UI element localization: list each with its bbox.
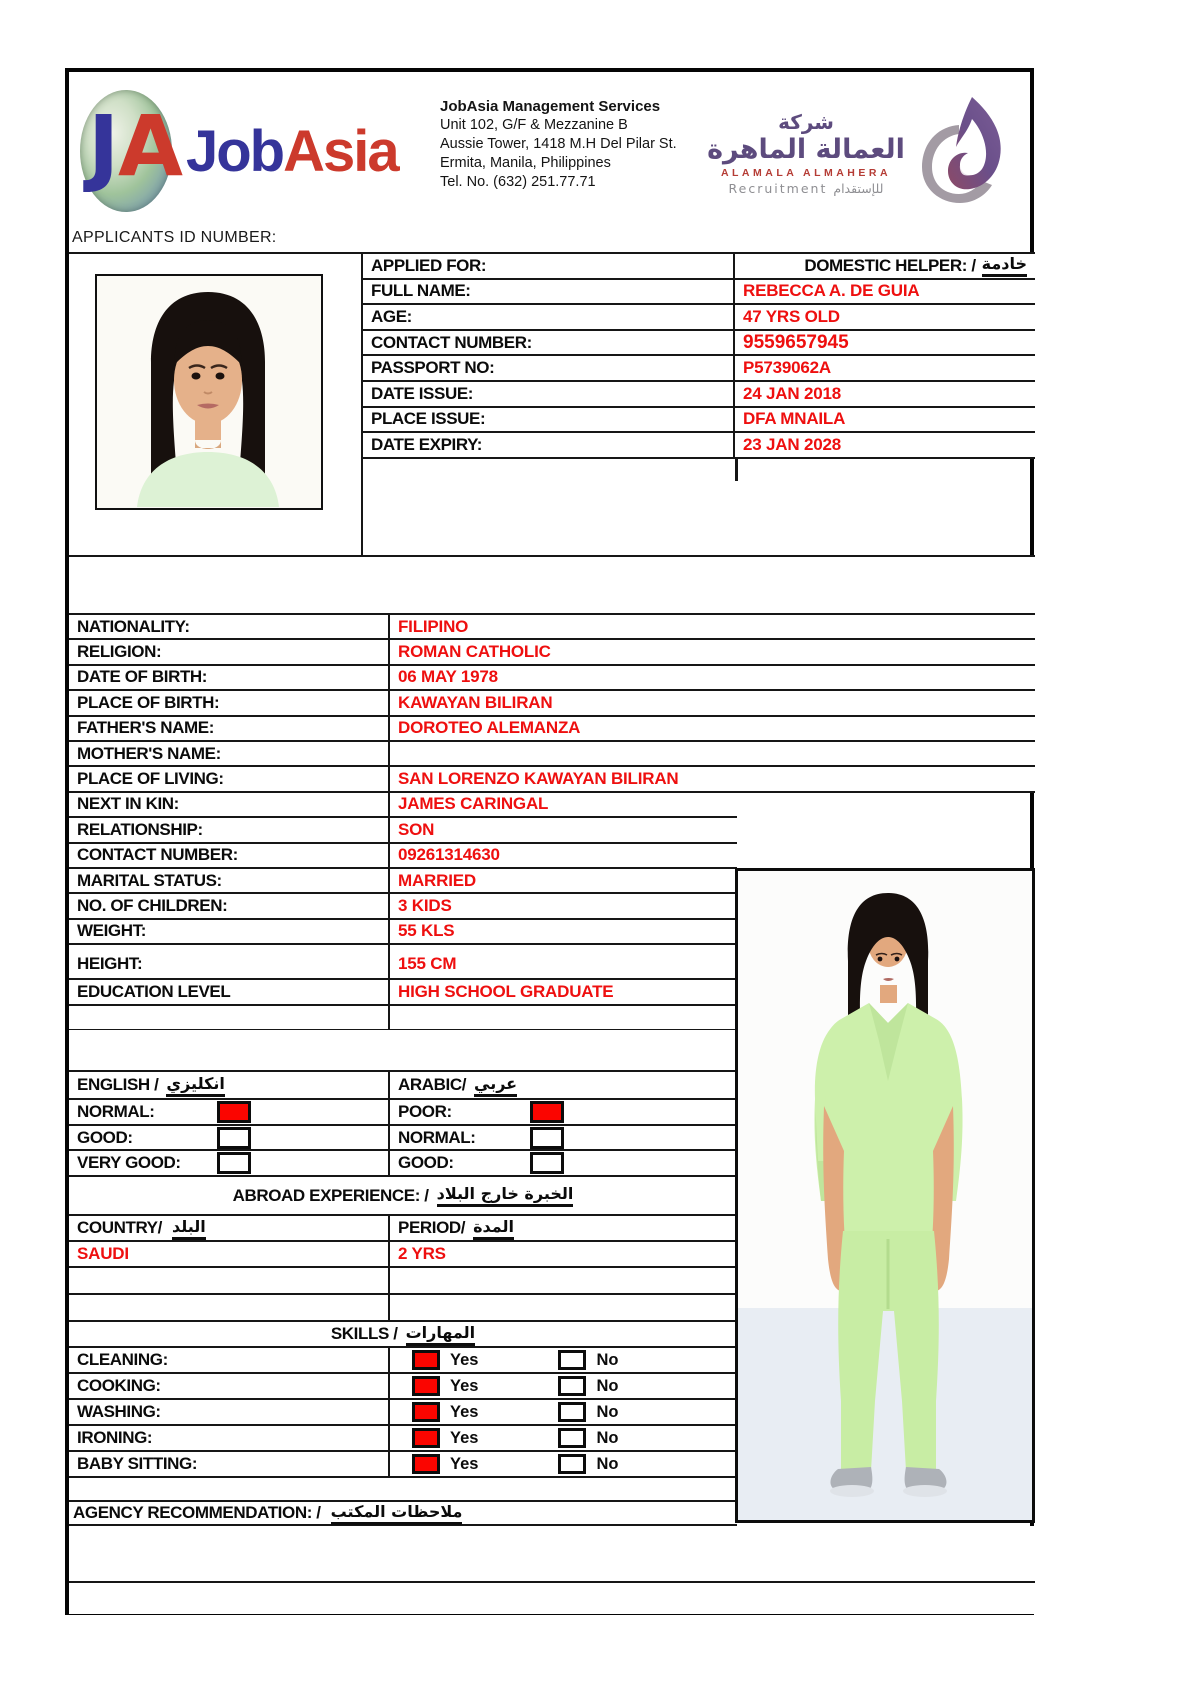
field-label: MOTHER'S NAME: xyxy=(77,743,221,763)
baby-sitting-no-checkbox[interactable] xyxy=(558,1454,586,1474)
table-divider-stub xyxy=(735,457,738,481)
english-level-label: GOOD: xyxy=(77,1127,133,1147)
arabic-normal-checkbox[interactable] xyxy=(530,1127,564,1149)
company-info-block xyxy=(440,97,710,192)
agency-recommendation-label-arabic: ملاحظات المكتب xyxy=(331,1502,463,1525)
field-label: PLACE OF BIRTH: xyxy=(77,692,220,712)
wordmark-job: Job xyxy=(186,118,284,184)
table-row xyxy=(363,382,1035,408)
table-row xyxy=(363,408,1035,434)
table-row xyxy=(69,869,735,894)
field-value: FILIPINO xyxy=(398,616,469,636)
skill-row xyxy=(69,1348,737,1374)
abroad-experience-title: ABROAD EXPERIENCE: / xyxy=(232,1185,429,1205)
company-address-line-2: Aussie Tower, 1418 M.H Del Pilar St. xyxy=(440,136,677,152)
empty-spacer-row xyxy=(69,1478,737,1500)
arabic-label-arabic: عربي xyxy=(474,1074,517,1097)
company-address-line-1: Unit 102, G/F & Mezzanine B xyxy=(440,117,628,133)
country-value: SAUDI xyxy=(77,1244,129,1264)
emblem-icon xyxy=(912,95,1006,211)
top-info-table xyxy=(363,252,1035,459)
table-row xyxy=(69,640,1035,665)
company-name: JobAsia Management Services xyxy=(440,98,661,115)
applicant-full-body-photo xyxy=(738,871,1032,1520)
english-very-good-checkbox[interactable] xyxy=(217,1152,251,1174)
english-level-label: VERY GOOD: xyxy=(77,1153,181,1173)
applicant-portrait-photo xyxy=(97,276,320,507)
table-row xyxy=(69,615,1035,640)
field-label: PLACE ISSUE: xyxy=(371,409,486,429)
table-row xyxy=(69,793,737,818)
language-level-row xyxy=(69,1151,737,1177)
field-value: HIGH SCHOOL GRADUATE xyxy=(398,982,614,1002)
arabic-brand-sharika: شركة xyxy=(778,109,834,134)
field-label: DATE OF BIRTH: xyxy=(77,667,208,687)
english-good-checkbox[interactable] xyxy=(217,1127,251,1149)
empty-row xyxy=(69,1006,735,1031)
arabic-level-label: NORMAL: xyxy=(398,1127,476,1147)
cleaning-no-checkbox[interactable] xyxy=(558,1350,586,1370)
field-label: NO. OF CHILDREN: xyxy=(77,895,228,915)
bottom-rows xyxy=(69,1526,1035,1614)
portrait-photo-cell xyxy=(69,252,363,555)
cleaning-yes-checkbox[interactable] xyxy=(412,1350,440,1370)
recruitment-word: Recruitment xyxy=(728,180,828,196)
company-address-line-3: Ermita, Manila, Philippines xyxy=(440,155,611,171)
empty-row xyxy=(69,1295,737,1322)
field-value: DFA MNAILA xyxy=(743,409,846,429)
applied-for-value-arabic: خادمة xyxy=(982,254,1027,277)
cooking-yes-checkbox[interactable] xyxy=(412,1376,440,1396)
logo-monogram-j: J xyxy=(88,97,120,195)
applied-for-value: DOMESTIC HELPER: / xyxy=(804,255,976,275)
arabic-level-label: GOOD: xyxy=(398,1153,454,1173)
jobasia-wordmark xyxy=(186,118,398,185)
field-value: MARRIED xyxy=(398,870,476,890)
ironing-no-checkbox[interactable] xyxy=(558,1428,586,1448)
wordmark-asia: Asia xyxy=(283,118,398,184)
field-value: REBECCA A. DE GUIA xyxy=(743,281,920,301)
arabic-good-checkbox[interactable] xyxy=(530,1152,564,1174)
empty-row xyxy=(69,1526,1035,1583)
table-row xyxy=(69,844,737,869)
ironing-yes-checkbox[interactable] xyxy=(412,1428,440,1448)
english-label: ENGLISH / xyxy=(77,1075,159,1095)
arabic-poor-checkbox[interactable] xyxy=(530,1101,564,1123)
no-label: No xyxy=(596,1428,619,1447)
empty-row xyxy=(69,1268,737,1295)
period-label-arabic: المدة xyxy=(473,1217,514,1240)
field-label: DATE ISSUE: xyxy=(371,383,474,403)
table-row xyxy=(363,331,1035,357)
table-row xyxy=(363,280,1035,306)
cooking-no-checkbox[interactable] xyxy=(558,1376,586,1396)
language-level-row xyxy=(69,1126,737,1151)
field-label: PLACE OF LIVING: xyxy=(77,769,224,789)
english-level-label: NORMAL: xyxy=(77,1102,155,1122)
table-row xyxy=(363,433,1035,459)
field-label: MARITAL STATUS: xyxy=(77,870,222,890)
field-value: 23 JAN 2028 xyxy=(743,434,841,454)
table-row xyxy=(69,767,1035,792)
field-value: ROMAN CATHOLIC xyxy=(398,642,551,662)
english-normal-checkbox[interactable] xyxy=(217,1101,251,1123)
full-body-photo-cell xyxy=(735,868,1035,1523)
skill-label: IRONING: xyxy=(77,1428,153,1448)
field-label: PASSPORT NO: xyxy=(371,358,495,378)
arabic-label: ARABIC/ xyxy=(398,1075,467,1095)
yes-label: Yes xyxy=(450,1428,479,1447)
table-row xyxy=(69,920,735,945)
table-row xyxy=(69,691,1035,716)
table-row xyxy=(69,742,1035,767)
field-value: SON xyxy=(398,819,435,839)
arabic-brand-text xyxy=(700,110,912,197)
globe-icon xyxy=(80,90,184,212)
abroad-entry-row xyxy=(69,1242,737,1268)
field-value: 3 KIDS xyxy=(398,895,452,915)
washing-yes-checkbox[interactable] xyxy=(412,1402,440,1422)
middle-sections xyxy=(69,1030,737,1526)
abroad-columns-row xyxy=(69,1216,737,1242)
skills-title-arabic: المهارات xyxy=(406,1323,476,1346)
skills-title: SKILLS / xyxy=(330,1324,398,1344)
field-label: RELIGION: xyxy=(77,642,162,662)
empty-spacer-row xyxy=(69,1030,737,1072)
field-value: JAMES CARINGAL xyxy=(398,794,549,814)
table-row xyxy=(69,717,1035,742)
language-header-row xyxy=(69,1072,737,1100)
field-value: 47 YRS OLD xyxy=(743,306,840,326)
field-label: APPLIED FOR: xyxy=(371,255,487,275)
english-label-arabic: انكليزي xyxy=(166,1074,224,1097)
table-row xyxy=(363,254,1035,280)
table-row xyxy=(363,356,1035,382)
period-label: PERIOD/ xyxy=(398,1218,466,1238)
details-header-row xyxy=(69,557,1035,615)
logo-monogram-a: A xyxy=(118,97,184,195)
table-row xyxy=(69,666,1035,691)
field-value: 24 JAN 2018 xyxy=(743,383,841,403)
field-label: DATE EXPIRY: xyxy=(371,434,483,454)
baby-sitting-yes-checkbox[interactable] xyxy=(412,1454,440,1474)
country-label: COUNTRY/ xyxy=(77,1218,162,1238)
no-label: No xyxy=(596,1376,619,1395)
arabic-brand-name: العمالة الماهرة xyxy=(707,133,905,165)
skill-row xyxy=(69,1452,737,1478)
field-value: KAWAYAN BILIRAN xyxy=(398,692,553,712)
field-label: NEXT IN KIN: xyxy=(77,794,179,814)
yes-label: Yes xyxy=(450,1376,479,1395)
field-label: RELATIONSHIP: xyxy=(77,819,203,839)
field-value: DOROTEO ALEMANZA xyxy=(398,718,581,738)
no-label: No xyxy=(596,1454,619,1473)
skill-label: COOKING: xyxy=(77,1376,161,1396)
skill-label: WASHING: xyxy=(77,1402,161,1422)
field-value: 55 KLS xyxy=(398,921,455,941)
arabic-level-label: POOR: xyxy=(398,1102,452,1122)
yes-label: Yes xyxy=(450,1402,479,1421)
table-row xyxy=(69,945,735,980)
applicants-id-label: APPLICANTS ID NUMBER: xyxy=(72,229,277,246)
empty-row xyxy=(69,1583,1035,1614)
field-value: P5739062A xyxy=(743,358,831,378)
portrait-photo-frame xyxy=(95,274,323,510)
skill-row xyxy=(69,1400,737,1426)
yes-label: Yes xyxy=(450,1454,479,1473)
recruitment-line xyxy=(700,181,912,197)
language-level-row xyxy=(69,1100,737,1126)
field-label: AGE: xyxy=(371,306,412,326)
field-label: FULL NAME: xyxy=(371,281,471,301)
skill-row xyxy=(69,1426,737,1452)
field-value: 09261314630 xyxy=(398,845,500,865)
abroad-experience-title-arabic: الخبرة خارج البلاد xyxy=(437,1184,574,1207)
skills-header xyxy=(69,1322,737,1348)
field-label: CONTACT NUMBER: xyxy=(77,845,238,865)
country-label-arabic: البلد xyxy=(172,1217,206,1240)
field-label: NATIONALITY: xyxy=(77,616,190,636)
skill-row xyxy=(69,1374,737,1400)
no-label: No xyxy=(596,1402,619,1421)
jobasia-logo xyxy=(80,86,420,216)
table-row xyxy=(69,980,735,1005)
skill-label: CLEANING: xyxy=(77,1350,168,1370)
field-label: FATHER'S NAME: xyxy=(77,718,214,738)
table-row xyxy=(69,894,735,919)
recruitment-word-ar: للإستقدام xyxy=(833,180,884,196)
no-label: No xyxy=(596,1350,619,1369)
company-phone: Tel. No. (632) 251.77.71 xyxy=(440,174,596,190)
latin-brand-name: ALAMALA ALMAHERA xyxy=(720,166,892,179)
washing-no-checkbox[interactable] xyxy=(558,1402,586,1422)
field-label: EDUCATION LEVEL xyxy=(77,982,231,1002)
field-value: 9559657945 xyxy=(743,331,849,353)
agency-recommendation-row xyxy=(69,1500,737,1526)
table-row xyxy=(363,305,1035,331)
yes-label: Yes xyxy=(450,1350,479,1369)
field-value: SAN LORENZO KAWAYAN BILIRAN xyxy=(398,769,679,789)
skill-label: BABY SITTING: xyxy=(77,1454,198,1474)
abroad-experience-header xyxy=(69,1177,737,1216)
field-value: 06 MAY 1978 xyxy=(398,667,498,687)
field-label: HEIGHT: xyxy=(77,954,143,974)
field-label: CONTACT NUMBER: xyxy=(371,332,532,352)
field-value: 155 CM xyxy=(398,954,457,974)
table-row xyxy=(69,818,737,843)
period-value: 2 YRS xyxy=(398,1244,446,1264)
field-label: WEIGHT: xyxy=(77,921,146,941)
agency-recommendation-label: AGENCY RECOMMENDATION: / xyxy=(73,1503,321,1523)
arabic-brand-logo xyxy=(700,94,1008,212)
